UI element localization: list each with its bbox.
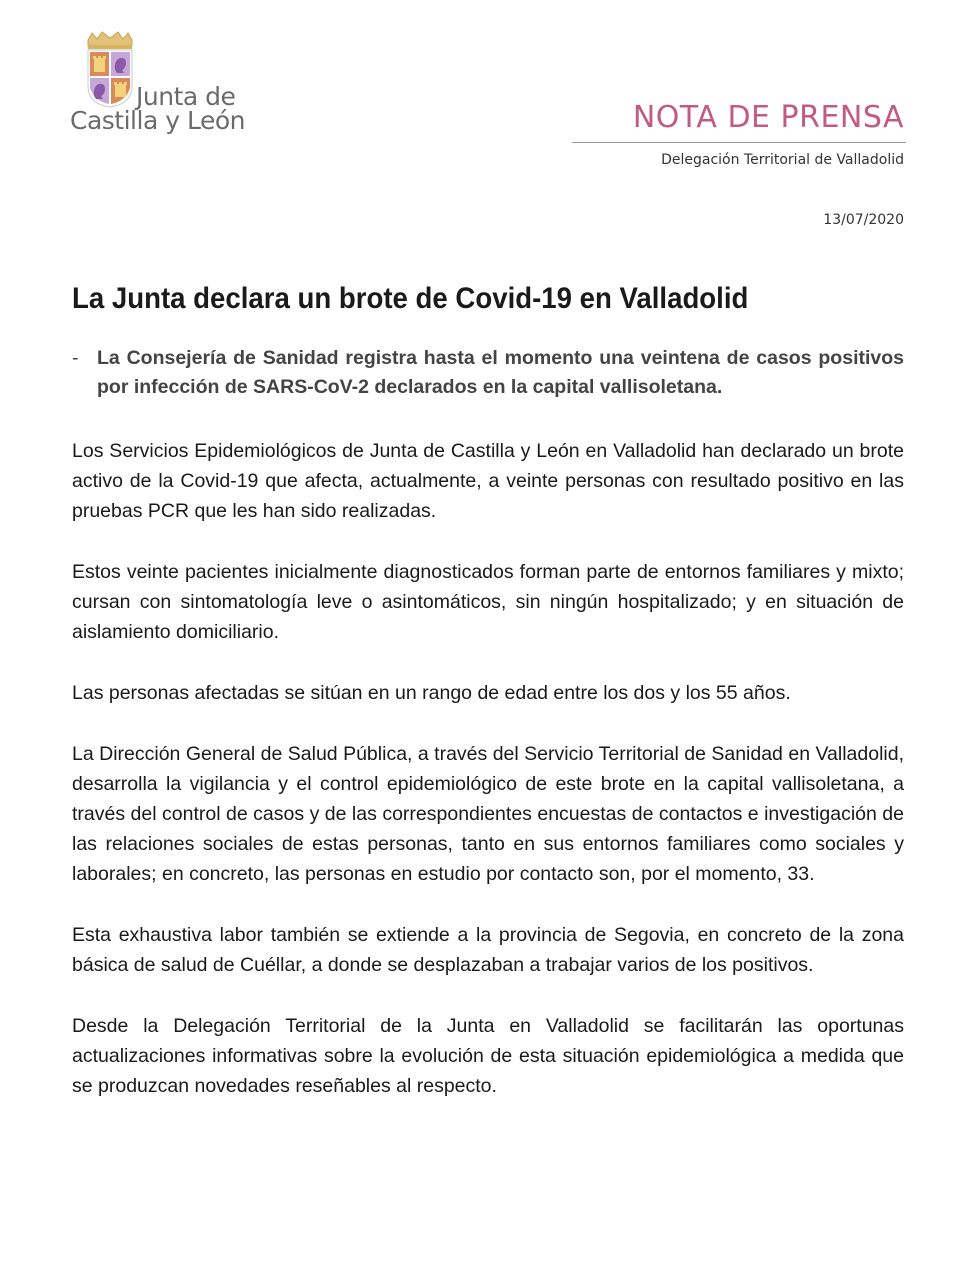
paragraph-3: Las personas afectadas se sitúan en un rango de edad entre los dos y los 55 años. bbox=[72, 682, 791, 704]
delegacion-label: Delegación Territorial de Valladolid bbox=[661, 152, 904, 168]
nota-de-prensa-label: NOTA DE PRENSA bbox=[632, 100, 904, 135]
subtitle-text: La Consejería de Sanidad registra hasta el momento una veintena de casos positivos por infección de SARS-CoV-2 declarados en la capital vallisoletana. bbox=[97, 347, 904, 398]
press-date: 13/07/2020 bbox=[823, 212, 904, 228]
logo-text-castilla: Castilla y León bbox=[70, 106, 245, 135]
subtitle bbox=[72, 344, 904, 402]
subtitle-dash: - bbox=[72, 347, 79, 369]
header-divider bbox=[572, 142, 906, 143]
paragraph-2: Estos veinte pacientes inicialmente diagnosticados forman parte de entornos familiares y mixto; cursan con sintomatología leve o asintomáticos, sin ningún hospitalizado; y en situación de aislamiento domiciliario. bbox=[72, 561, 904, 643]
paragraph-5: Esta exhaustiva labor también se extiende a la provincia de Segovia, en concreto de la zona básica de salud de Cuéllar, a donde se desplazaban a trabajar varios de los positivos. bbox=[72, 924, 904, 976]
paragraph-4: La Dirección General de Salud Pública, a través del Servicio Territorial de Sanidad en Valladolid, desarrolla la vigilancia y el control epidemiológico de este brote en la capital vallisoletana, a través del control de casos y de las correspondientes encuestas de contactos e investigación de las relaciones sociales de estas personas, tanto en sus entornos familiares como sociales y laborales; en concreto, las personas en estudio por contacto son, por el momento, 33. bbox=[72, 743, 904, 885]
paragraph-6: Desde la Delegación Territorial de la Junta en Valladolid se facilitarán las oportunas actualizaciones informativas sobre la evolución de esta situación epidemiológica a medida que se produzcan novedades reseñables al respecto. bbox=[72, 1015, 904, 1097]
junta-castilla-y-leon-shield-logo bbox=[82, 30, 138, 108]
article-body bbox=[72, 436, 904, 1132]
logo-text-junta: Junta de bbox=[136, 82, 236, 111]
paragraph-1: Los Servicios Epidemiológicos de Junta de Castilla y León en Valladolid han declarado un brote activo de la Covid-19 que afecta, actualmente, a veinte personas con resultado positivo en las pruebas PCR que les han sido realizadas. bbox=[72, 440, 904, 522]
junta-logo bbox=[70, 30, 260, 140]
headline: La Junta declara un brote de Covid-19 en Valladolid bbox=[72, 282, 749, 315]
